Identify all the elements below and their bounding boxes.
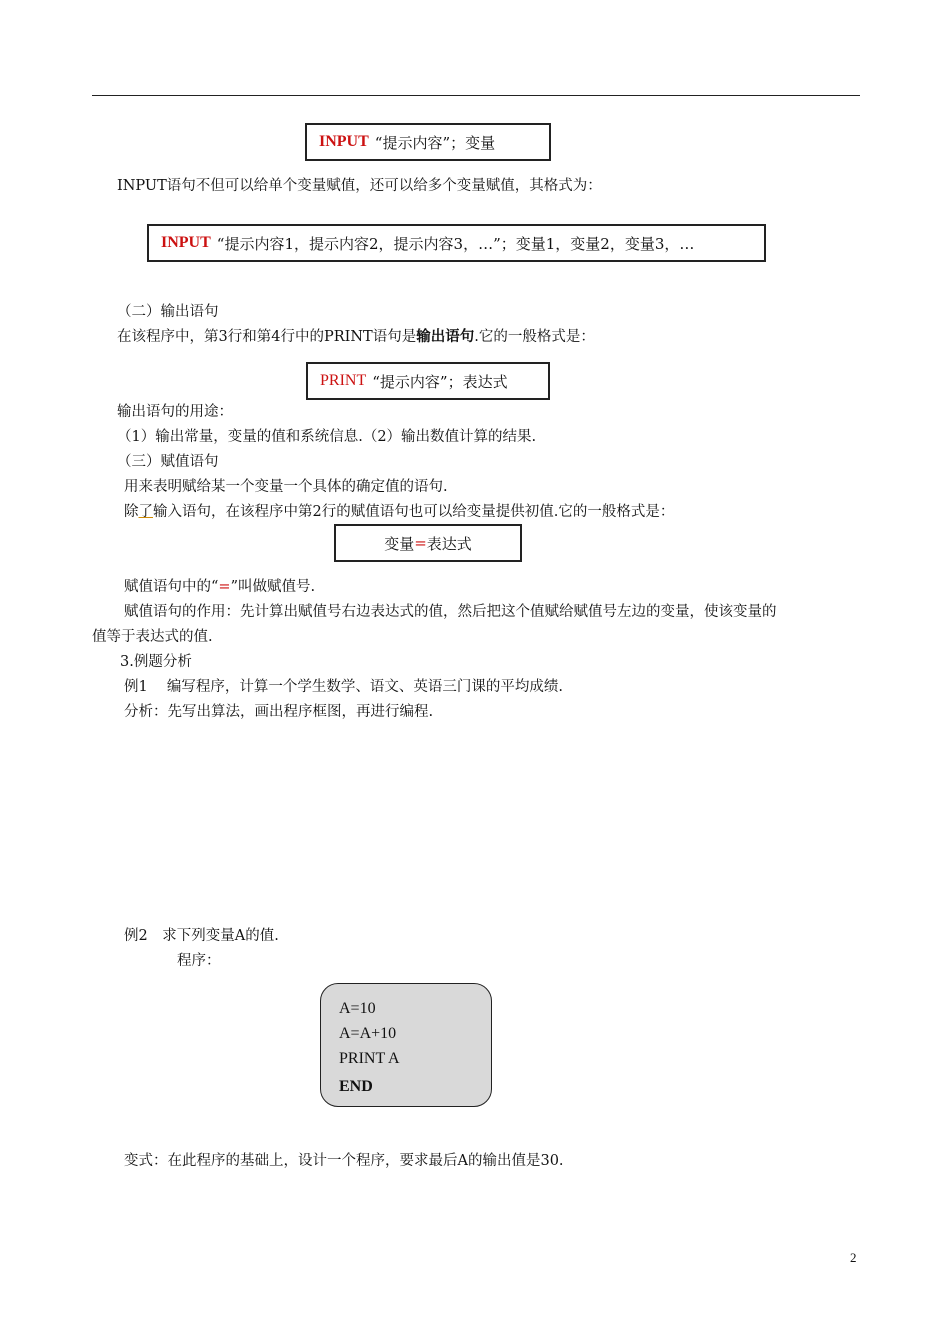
program-line: END xyxy=(339,1078,373,1095)
print-format-text: “提示内容”；表达式 xyxy=(372,372,508,391)
assign-sign-line: 赋值语句中的“=”叫做赋值号. xyxy=(124,579,316,595)
program-line: A=A+10 xyxy=(339,1025,397,1042)
assign-format-box: 变量 = 表达式 xyxy=(334,524,522,562)
examples-title: 3.例题分析 xyxy=(120,654,192,670)
program-line: A=10 xyxy=(339,1000,376,1017)
input-description: INPUT语句不但可以给单个变量赋值，还可以给多个变量赋值，其格式为： xyxy=(117,178,602,194)
output-intro-line: 在该程序中，第3行和第4行中的PRINT语句是输出语句.它的一般格式是： xyxy=(117,329,595,345)
output-usage-title: 输出语句的用途： xyxy=(117,404,233,420)
section-output-title: （二）输出语句 xyxy=(117,304,219,320)
header-rule xyxy=(92,95,860,96)
input-format-box xyxy=(305,123,551,161)
assign-intro-line: 除了输入语句，在该程序中第2行的赋值语句也可以给变量提供初值.它的一般格式是： xyxy=(124,504,675,520)
output-usage-line: （1）输出常量，变量的值和系统信息.（2）输出数值计算的结果. xyxy=(117,429,537,445)
assign-purpose-line1: 赋值语句的作用：先计算出赋值号右边表达式的值，然后把这个值赋给赋值号左边的变量，使该变量的 xyxy=(124,604,777,620)
output-term: 输出语句 xyxy=(416,329,475,345)
input-multi-format-box xyxy=(147,224,766,262)
assign-purpose-line2: 值等于表达式的值. xyxy=(92,629,213,645)
page-number: 2 xyxy=(850,1250,857,1265)
keyword-input-multi: INPUT xyxy=(161,234,211,251)
print-format-box xyxy=(306,362,550,400)
example1-analysis: 分析：先写出算法，画出程序框图，再进行编程. xyxy=(124,704,434,720)
program-box xyxy=(320,983,492,1107)
program-line: PRINT A xyxy=(339,1050,400,1067)
assign-definition: 用来表明赋给某一个变量一个具体的确定值的语句. xyxy=(124,479,448,495)
variant-text: 变式：在此程序的基础上，设计一个程序，要求最后A的输出值是30. xyxy=(124,1153,564,1169)
input-format-text: “提示内容”；变量 xyxy=(374,133,496,152)
example1-text: 例1 编写程序，计算一个学生数学、语文、英语三门课的平均成绩. xyxy=(124,679,563,695)
example2-program-label: 程序： xyxy=(177,953,221,969)
keyword-print: PRINT xyxy=(320,372,367,389)
section-assign-title: （三）赋值语句 xyxy=(117,454,219,470)
example2-text: 例2 求下列变量A的值. xyxy=(124,928,279,944)
keyword-input: INPUT xyxy=(319,133,369,150)
input-multi-format-text: “提示内容1，提示内容2，提示内容3，…”；变量1，变量2，变量3，… xyxy=(216,234,695,253)
